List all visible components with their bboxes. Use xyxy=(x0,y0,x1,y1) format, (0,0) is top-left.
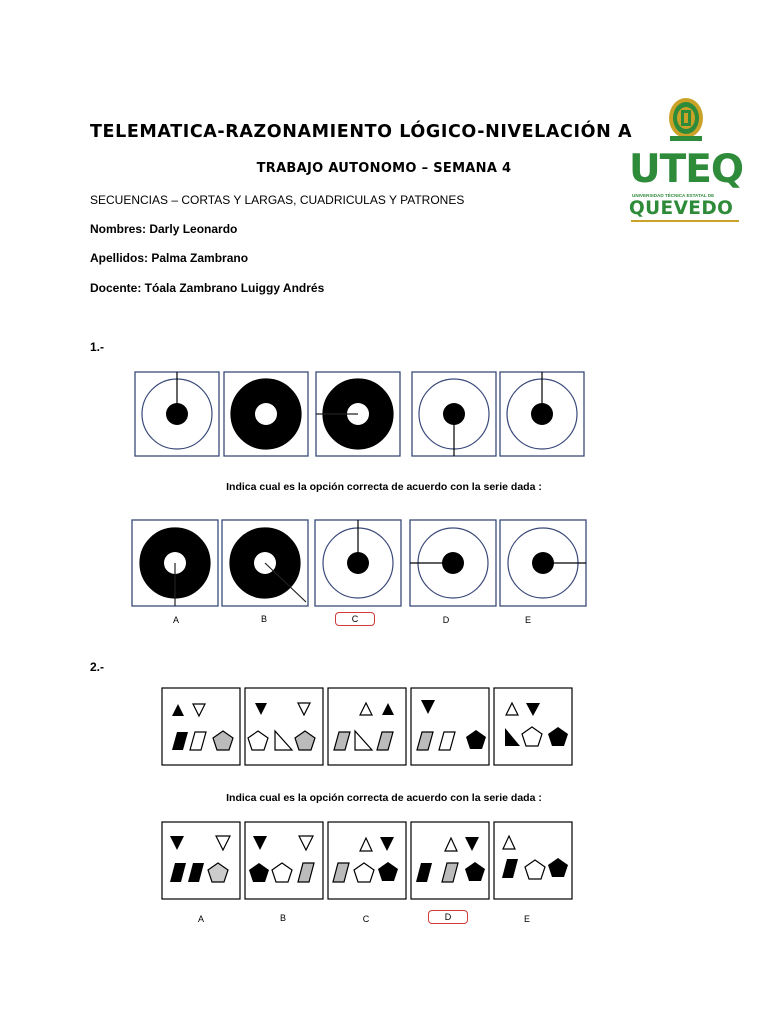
uteq-name-line2: QUEVEDO xyxy=(629,198,734,219)
uteq-acronym: UTEQ xyxy=(629,147,744,192)
q2-option-label-b: B xyxy=(279,913,286,923)
question-2-instruction: Indica cual es la opción correcta de acuerdo con la serie dada : xyxy=(226,792,542,804)
q2-option-label-c: C xyxy=(362,914,370,924)
uteq-name-line1: UNIVERSIDAD TÉCNICA ESTATAL DE xyxy=(632,193,715,198)
q2-option-label-a: A xyxy=(197,914,204,924)
topic-line: SECUENCIAS – CORTAS Y LARGAS, CUADRICULAS Y PATRONES xyxy=(90,193,465,207)
docente-line: Docente: Tóala Zambrano Luiggy Andrés xyxy=(90,281,325,295)
question-2-number: 2.- xyxy=(90,660,105,674)
q2-option-label-d[interactable]: D xyxy=(444,912,452,922)
question-1-instruction: Indica cual es la opción correcta de acuerdo con la serie dada : xyxy=(226,481,542,493)
q1-option-label-d: D xyxy=(442,615,450,625)
q2-option-label-e: E xyxy=(523,914,530,924)
q1-option-label-b: B xyxy=(260,614,267,624)
q1-option-label-a: A xyxy=(172,615,179,625)
question-1-number: 1.- xyxy=(90,340,105,354)
apellidos-line: Apellidos: Palma Zambrano xyxy=(90,251,249,265)
nombres-line: Nombres: Darly Leonardo xyxy=(90,222,238,236)
document-subtitle: TRABAJO AUTONOMO – SEMANA 4 xyxy=(256,161,512,176)
q1-option-label-c[interactable]: C xyxy=(351,614,359,624)
q1-option-label-e: E xyxy=(524,615,531,625)
document-title: TELEMATICA-RAZONAMIENTO LÓGICO-NIVELACIÓN A xyxy=(90,122,633,142)
